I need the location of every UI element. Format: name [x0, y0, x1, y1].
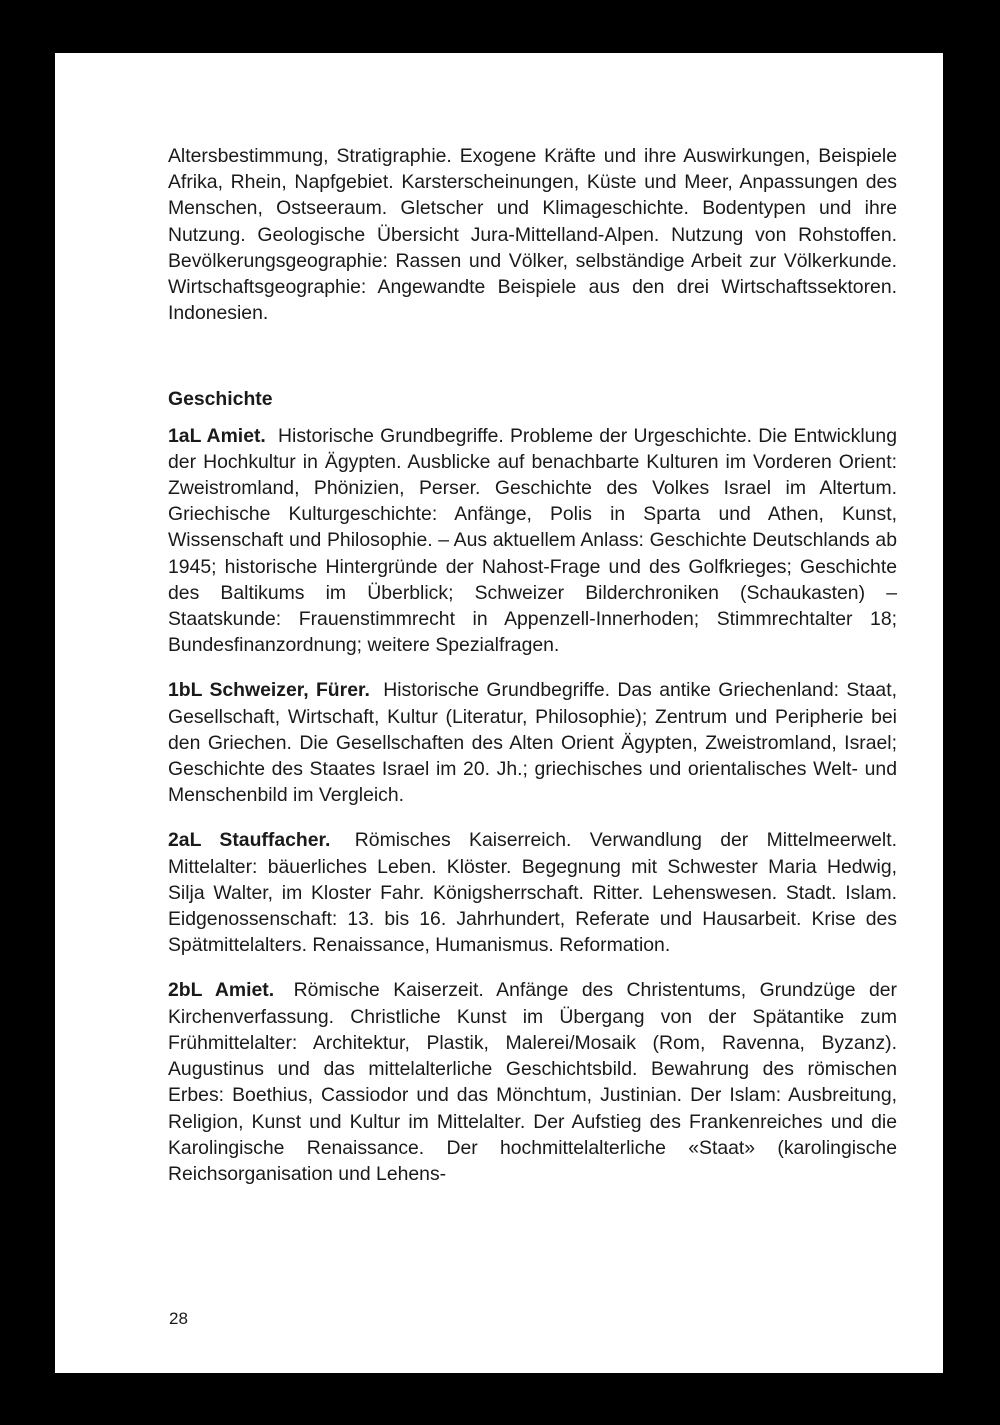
entry-1bl: [168, 677, 897, 808]
document-page: [55, 53, 943, 1373]
entry-text: Historische Grundbegriffe. Probleme der Urgeschichte. Die Entwicklung der Hochkultur in Ägypten. Ausblicke auf benachbarte Kulturen im Vorderen Orient: Zweistromland, Phönizien, Perser. Geschichte des Volkes Israel im Altertum. Griechische Kulturgeschichte: Anfänge, Polis in Sparta und Athen, Kunst, Wissenschaft und Philosophie. – Aus aktuellem Anlass: Geschichte Deutschlands ab 1945; historische Hintergründe der Nahost-Frage und des Golfkrieges; Geschichte des Baltikums im Überblick; Schweizer Bilderchroniken (Schaukasten) – Staatskunde: Frauenstimmrecht in Appenzell-Innerhoden; Stimmrechtalter 18; Bundesfinanzordnung; weitere Spezialfragen.: [168, 424, 897, 657]
page-number: 28: [169, 1309, 188, 1328]
intro-paragraph: Altersbestimmung, Stratigraphie. Exogene Kräfte und ihre Auswirkungen, Beispiele Afrika, Rhein, Napfgebiet. Karsterscheinungen, Küste und Meer, Anpassungen des Menschen, Ostseeraum. Gletscher und Klimageschichte. Bodentypen und ihre Nutzung. Geologische Übersicht Jura-Mittelland-Alpen. Nutzung von Rohstoffen. Bevölkerungsgeographie: Rassen und Völker, selbständige Arbeit zur Völkerkunde. Wirtschaftsgeographie: Angewandte Beispiele aus den drei Wirtschaftssektoren. Indonesien.: [168, 145, 897, 325]
entry-text: Römisches Kaiserreich. Verwandlung der Mittelmeerwelt. Mittelalter: bäuerliches Leben. Klöster. Begegnung mit Schwester Maria Hedwig, Silja Walter, im Kloster Fahr. Königsherrschaft. Ritter. Lehenswesen. Stadt. Islam. Eidgenossenschaft: 13. bis 16. Jahrhundert, Referate und Hausarbeit. Krise des Spätmittelalters. Renaissance, Humanismus. Reformation.: [168, 829, 897, 957]
entry-text: Historische Grundbegriffe. Das antike Griechenland: Staat, Gesellschaft, Wirtschaft, Kultur (Literatur, Philosophie); Zentrum und Peripherie bei den Griechen. Die Gesellschaften des Alten Orient Ägypten, Zweistromland, Israel; Geschichte des Staates Israel im 20. Jh.; griechisches und orientalisches Welt- und Menschenbild im Vergleich.: [168, 679, 897, 807]
entry-2bl: [168, 977, 897, 1187]
entry-label: 2bL Amiet.: [168, 979, 275, 1002]
entry-text: Römische Kaiserzeit. Anfänge des Christentums, Grundzüge der Kirchenverfassung. Christliche Kunst im Übergang von der Spätantike zum Frühmittelalter: Architektur, Plastik, Malerei/Mosaik (Rom, Ravenna, Byzanz). Augustinus und das mittelalterliche Geschichtsbild. Bewahrung des römischen Erbes: Boethius, Cassiodor und das Mönchtum, Justinian. Der Islam: Ausbreitung, Religion, Kunst und Kultur im Mittelalter. Der Aufstieg des Frankenreiches und die Karolingische Renaissance. Der hochmittelalterliche «Staat» (karolingische Reichsorganisation und Lehens-: [168, 979, 897, 1185]
section-spacer: [168, 326, 897, 386]
entry-2al: [168, 827, 897, 958]
entry-label: 1bL Schweizer, Fürer.: [168, 679, 370, 702]
entry-1al: [168, 423, 897, 659]
page-content: [168, 143, 897, 1206]
entry-label: 1aL Amiet.: [168, 424, 266, 447]
entry-label: 2aL Stauffacher.: [168, 829, 331, 852]
section-heading: Geschichte: [168, 388, 273, 411]
